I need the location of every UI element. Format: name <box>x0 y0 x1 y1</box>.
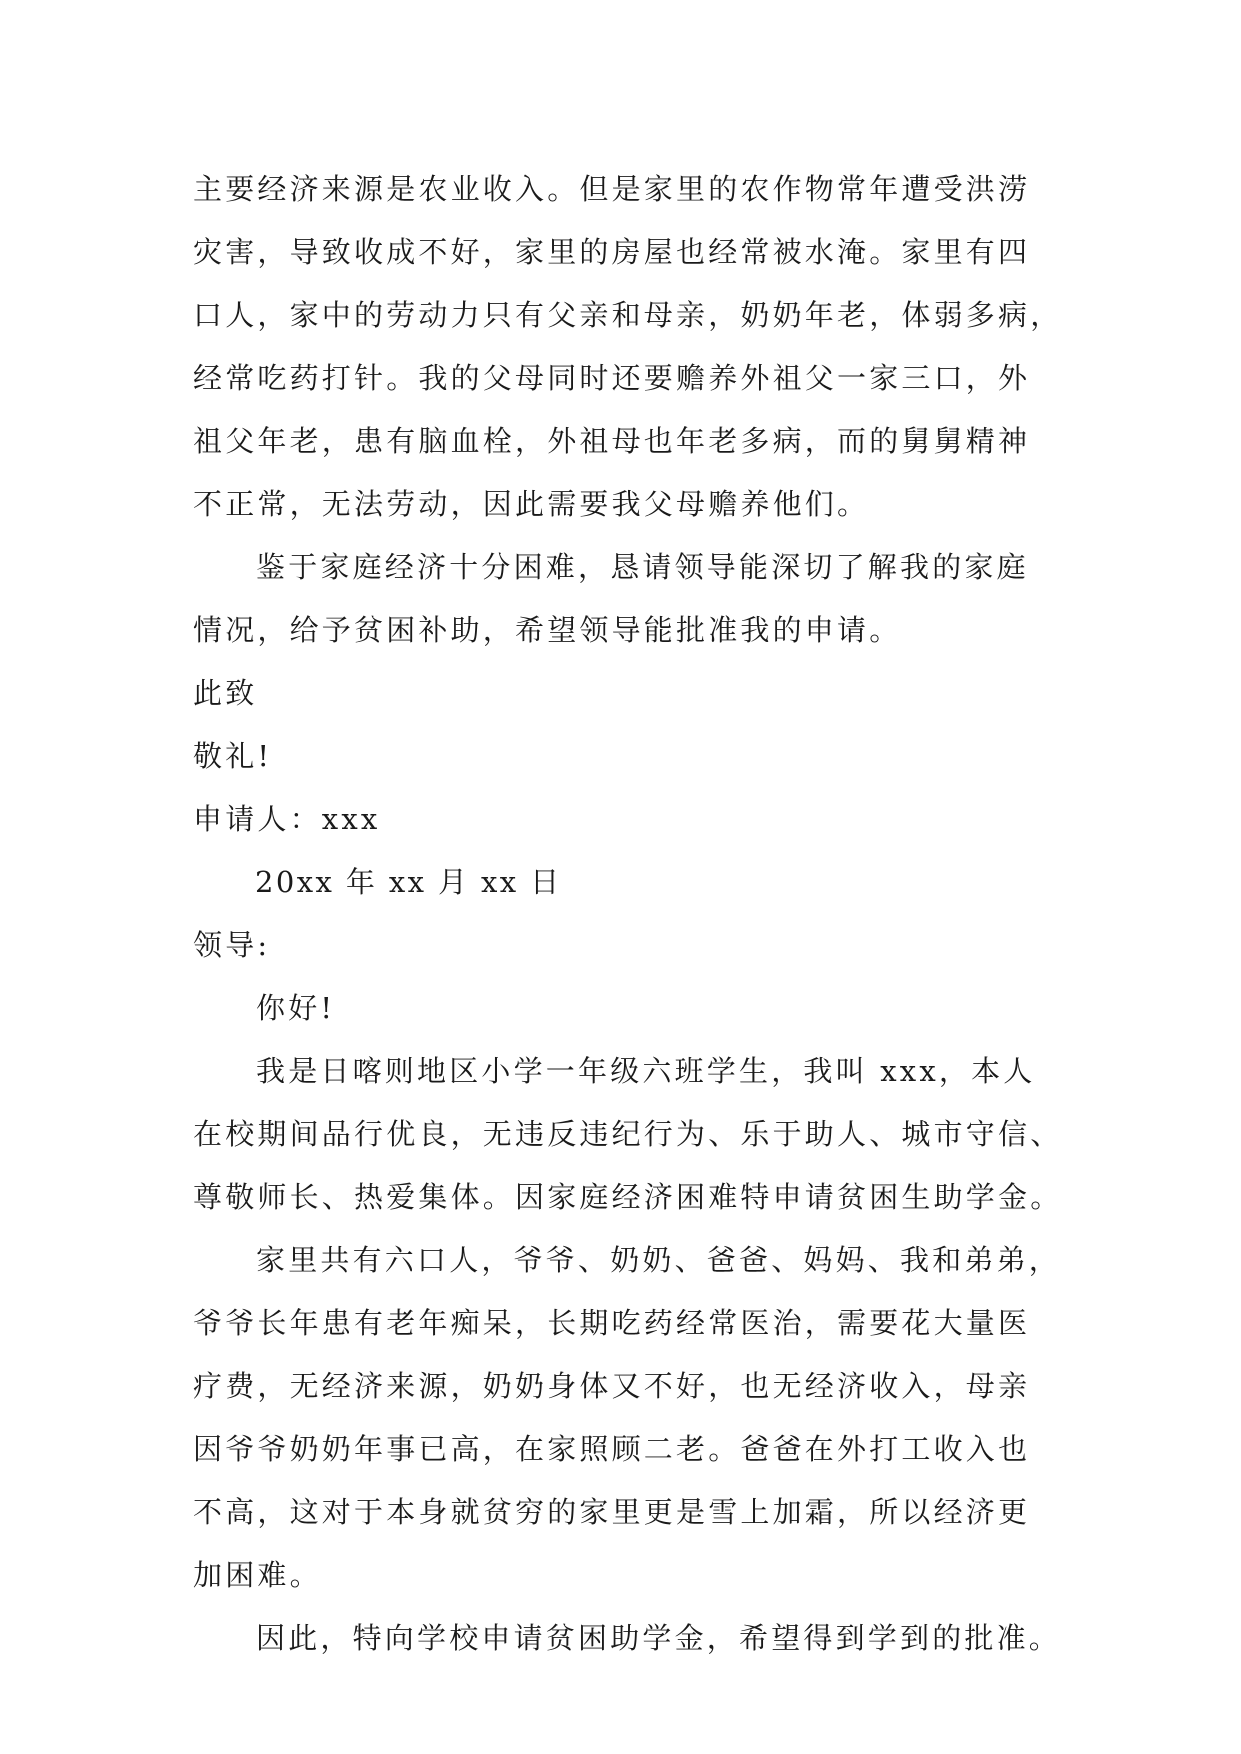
paragraph-line: 因爷爷奶奶年事已高，在家照顾二老。爸爸在外打工收入也 <box>193 1432 1031 1466</box>
paragraph-line: 不高，这对于本身就贫穷的家里更是雪上加霜，所以经济更 <box>193 1495 1031 1529</box>
paragraph-line: 情况，给予贫困补助，希望领导能批准我的申请。 <box>193 613 902 647</box>
paragraph-line: 口人，家中的劳动力只有父亲和母亲，奶奶年老，体弱多病， <box>193 298 1063 332</box>
paragraph-line: 我是日喀则地区小学一年级六班学生，我叫 xxx，本人 <box>256 1054 1036 1088</box>
paragraph-line: 家里共有六口人，爷爷、奶奶、爸爸、妈妈、我和弟弟， <box>256 1243 1062 1277</box>
paragraph-line: 经常吃药打针。我的父母同时还要赡养外祖父一家三口，外 <box>193 361 1031 395</box>
letter-greeting: 你好! <box>256 991 336 1025</box>
paragraph-line: 在校期间品行优良，无违反违纪行为、乐于助人、城市守信、 <box>193 1117 1063 1151</box>
applicant-signature: 申请人：xxx <box>193 802 381 836</box>
paragraph-line: 不正常，无法劳动，因此需要我父母赡养他们。 <box>193 487 870 521</box>
paragraph-line: 疗费，无经济来源，奶奶身体又不好，也无经济收入，母亲 <box>193 1369 1031 1403</box>
paragraph-line: 鉴于家庭经济十分困难，恳请领导能深切了解我的家庭 <box>256 550 1029 584</box>
paragraph-line: 灾害，导致收成不好，家里的房屋也经常被水淹。家里有四 <box>193 235 1031 269</box>
letter-date: 20xx 年 xx 月 xx 日 <box>255 865 562 899</box>
paragraph-line: 主要经济来源是农业收入。但是家里的农作物常年遭受洪涝 <box>193 172 1031 206</box>
letter-body <box>193 158 1063 1670</box>
paragraph-line: 尊敬师长、热爱集体。因家庭经济困难特申请贫困生助学金。 <box>193 1180 1063 1214</box>
paragraph-line: 加困难。 <box>193 1558 322 1592</box>
paragraph-line: 因此，特向学校申请贫困助学金，希望得到学到的批准。 <box>256 1621 1062 1655</box>
letter-recipient: 领导: <box>193 928 271 962</box>
closing-regards: 敬礼! <box>193 739 273 773</box>
closing-salutation: 此致 <box>193 676 258 710</box>
paragraph-line: 爷爷长年患有老年痴呆，长期吃药经常医治，需要花大量医 <box>193 1306 1031 1340</box>
paragraph-line: 祖父年老，患有脑血栓，外祖母也年老多病，而的舅舅精神 <box>193 424 1031 458</box>
